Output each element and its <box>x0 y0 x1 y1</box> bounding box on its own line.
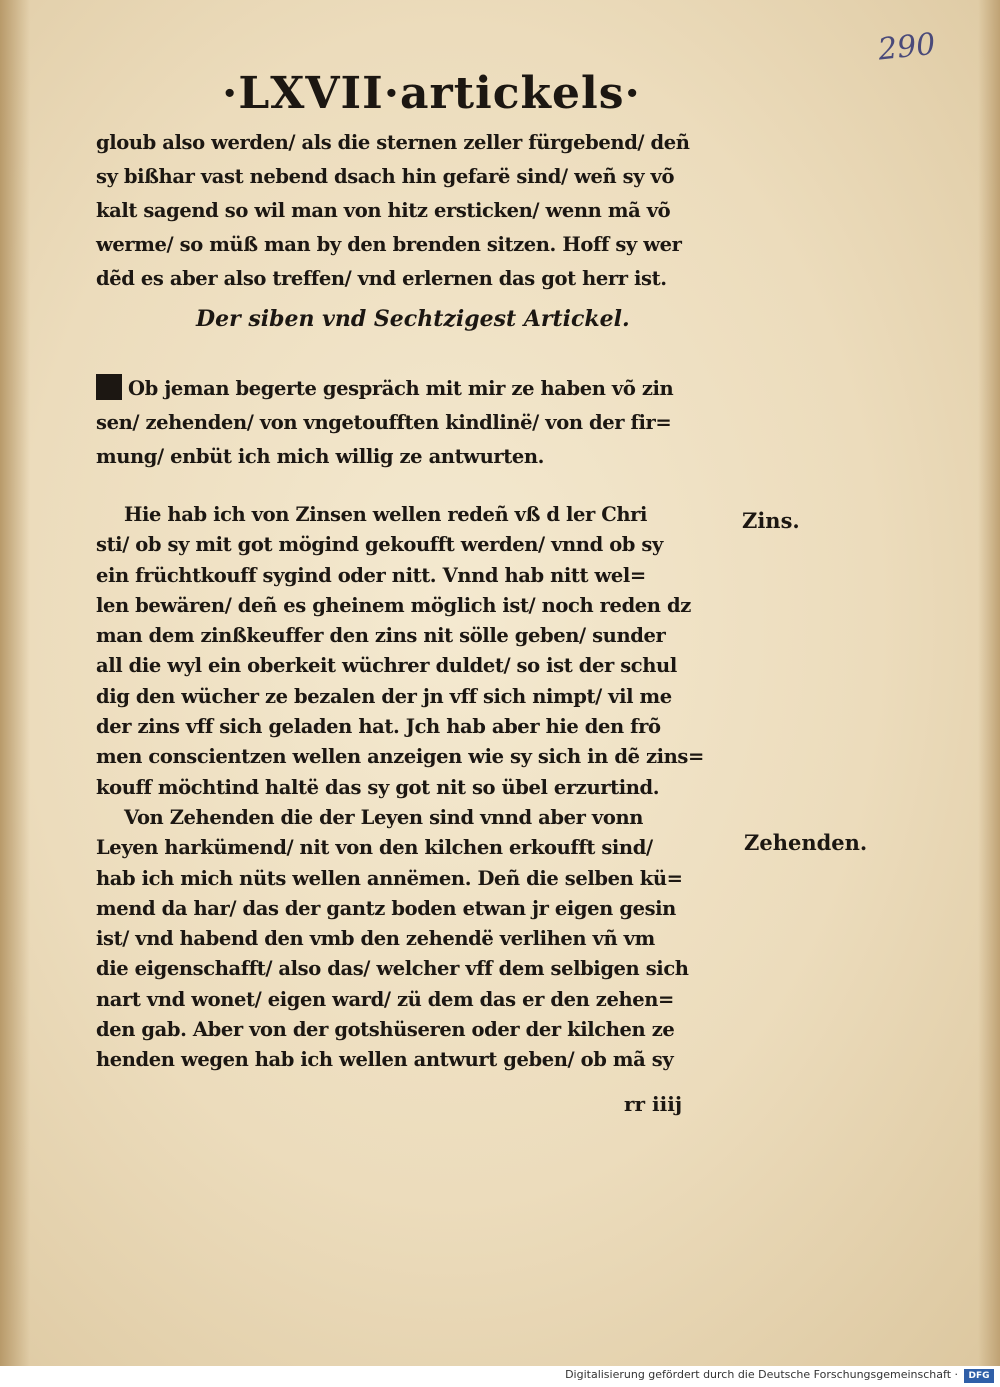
text-line: Leyen harkümend/ nit von den kilchen erkoufft sind/ <box>96 836 653 860</box>
body-text <box>96 500 736 1076</box>
text-line: werme/ so müß man by den brenden sitzen. Hoff sy wer <box>96 233 682 256</box>
text-line <box>96 372 736 406</box>
text-line: ist/ vnd habend den vmb den zehendë verlihen vñ vm <box>96 927 655 951</box>
text-line: sy bißhar vast nebend dsach hin gefarë sind/ weñ sy võ <box>96 165 675 188</box>
text-line: sen/ zehenden/ von vngetoufften kindlinë/ von der fir= <box>96 411 672 434</box>
text-line: der zins vff sich geladen hat. Jch hab aber hie den frõ <box>96 715 661 739</box>
text-line: hab ich mich nüts wellen annëmen. Deñ die selben kü= <box>96 866 683 890</box>
text-line: men conscientzen wellen anzeigen wie sy sich in dẽ zins= <box>96 745 704 769</box>
footer-credit: Digitalisierung gefördert durch die Deutsche Forschungsgemeinschaft · <box>565 1368 958 1381</box>
text-line: dẽd es aber also treffen/ vnd erlernen das got herr ist. <box>96 267 667 290</box>
text-line: man dem zinßkeuffer den zins nit sölle geben/ sunder <box>96 624 666 648</box>
text-line: mung/ enbüt ich mich willig ze antwurten. <box>96 445 545 468</box>
dfg-logo-icon: DFG <box>964 1369 994 1383</box>
text-line: nart vnd wonet/ eigen ward/ zü dem das er den zehen= <box>96 987 674 1011</box>
initial-mark <box>96 374 122 400</box>
margin-note-zehenden: Zehenden. <box>744 830 868 855</box>
footer-bar <box>0 1366 1000 1387</box>
folio-number: 290 <box>876 26 938 68</box>
top-paragraph <box>96 126 736 296</box>
text-line: ein früchtkouff sygind oder nitt. Vnnd hab nitt wel= <box>96 563 646 587</box>
article-heading: Der siben vnd Sechtzigest Artickel. <box>196 306 630 332</box>
margin-note-zins: Zins. <box>742 508 800 533</box>
text-line: sti/ ob sy mit got mögind gekoufft werden/ vnnd ob sy <box>96 533 663 557</box>
running-head: ·LXVII·artickels· <box>222 68 641 119</box>
text-line: kouff möchtind haltë das sy got nit so übel erzurtind. <box>96 775 660 799</box>
text-line: den gab. Aber von der gotshüseren oder der kilchen ze <box>96 1018 675 1042</box>
text-line: mend da har/ das der gantz boden etwan jr eigen gesin <box>96 896 676 920</box>
text-line: kalt sagend so wil man von hitz ersticken/ wenn mã võ <box>96 199 671 222</box>
text-line: all die wyl ein oberkeit wüchrer duldet/ so ist der schul <box>96 654 677 678</box>
text-line: len bewären/ deñ es gheinem möglich ist/ noch reden dz <box>96 593 691 617</box>
text-line: gloub also werden/ als die sternen zeller fürgebend/ deñ <box>96 131 690 154</box>
article-text <box>96 372 736 474</box>
text-line: dig den wücher ze bezalen der jn vff sich nimpt/ vil me <box>96 684 672 708</box>
text-line-content: Ob jeman begerte gespräch mit mir ze haben võ zin <box>128 377 674 400</box>
text-line: henden wegen hab ich wellen antwurt geben/ ob mã sy <box>96 1048 674 1072</box>
text-line: Hie hab ich von Zinsen wellen redeñ vß d ler Chri <box>124 503 648 526</box>
text-line: Von Zehenden die der Leyen sind vnnd aber vonn <box>124 805 644 829</box>
text-line: die eigenschafft/ also das/ welcher vff dem selbigen sich <box>96 957 689 981</box>
signature-mark: rr iiij <box>624 1092 683 1116</box>
